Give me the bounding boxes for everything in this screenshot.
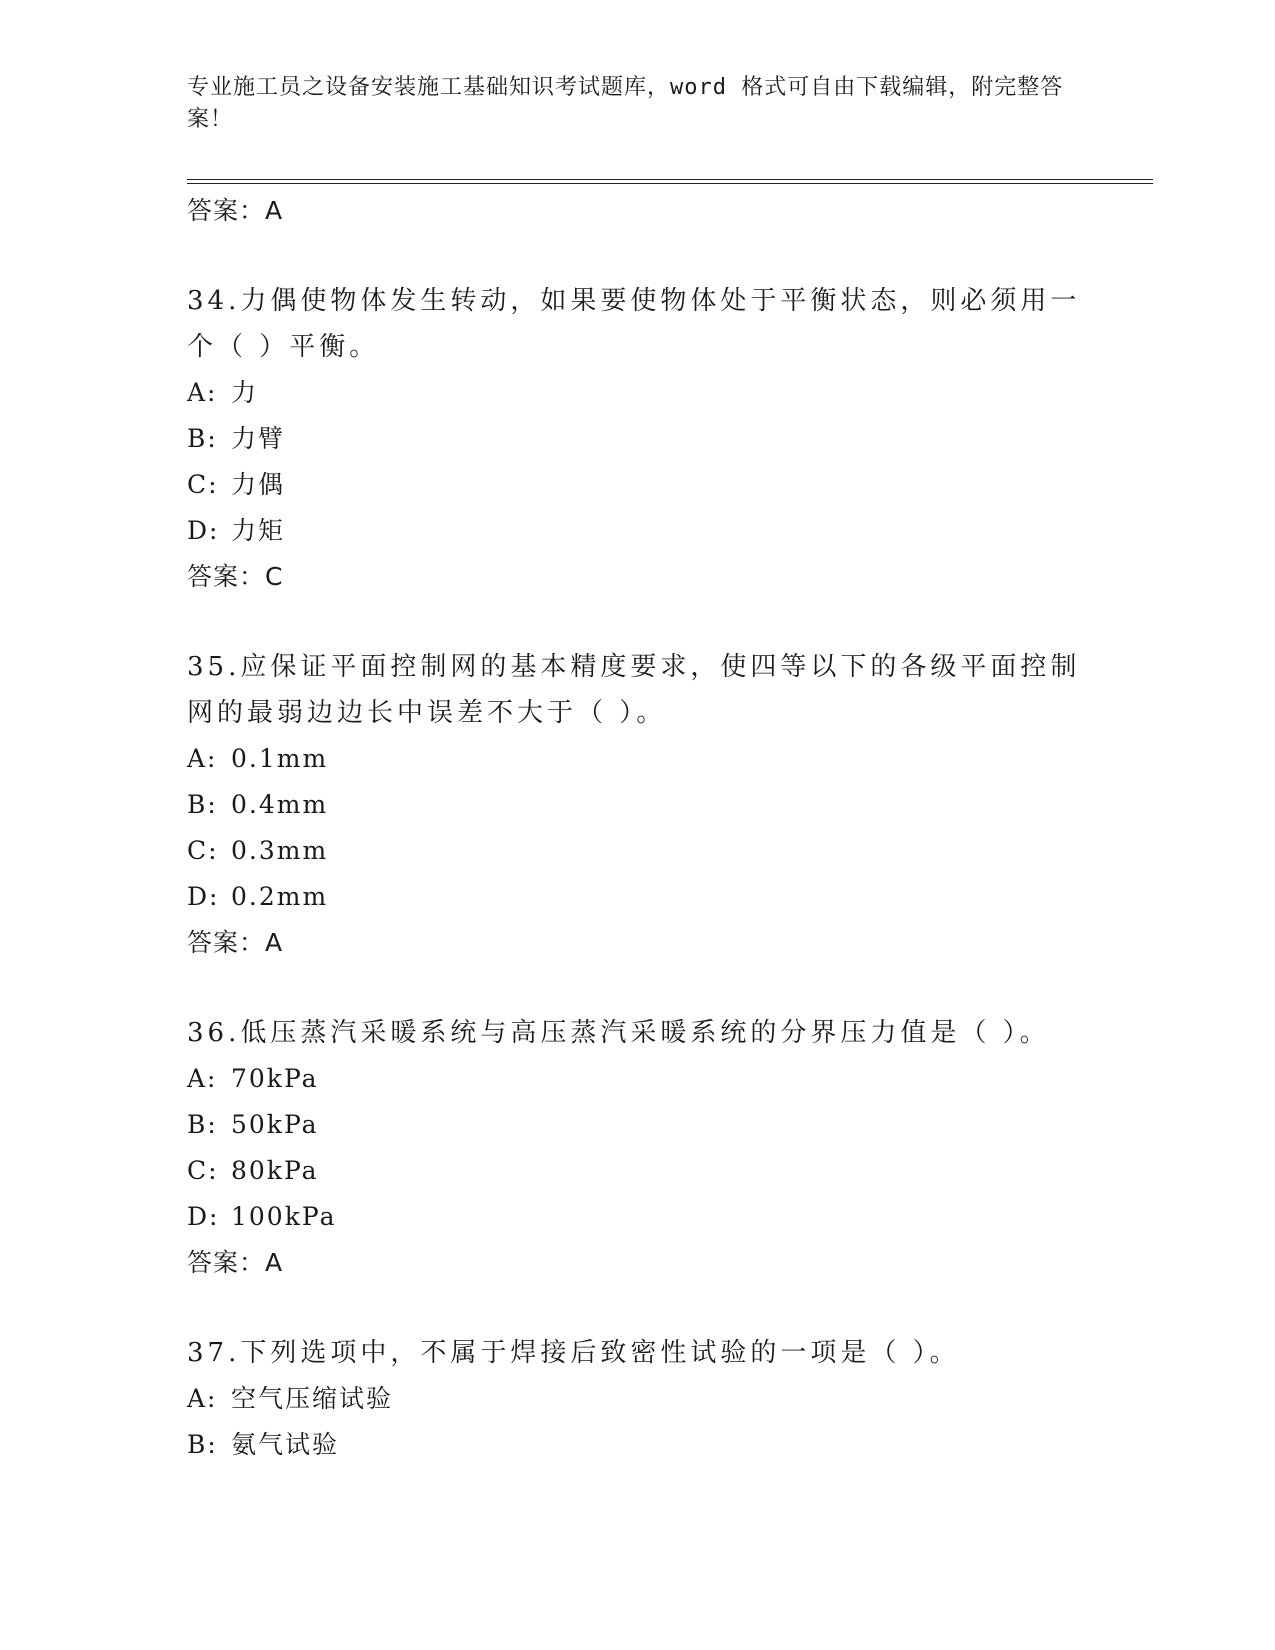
option-key: B:	[187, 1430, 218, 1459]
option-key: D:	[187, 882, 220, 911]
document-header: 专业施工员之设备安装施工基础知识考试题库，word 格式可自由下载编辑，附完整答案！	[187, 75, 1064, 132]
option-b	[187, 782, 1087, 828]
question-answer: 答案：A	[187, 928, 284, 957]
question-stem: 36.低压蒸汽采暖系统与高压蒸汽采暖系统的分界压力值是（ ）。	[187, 1018, 1050, 1048]
option-text: 空气压缩试验	[231, 1384, 394, 1413]
option-text: 0.4mm	[231, 790, 329, 819]
option-key: C:	[187, 836, 219, 865]
question-answer: 答案：A	[187, 1248, 284, 1277]
option-key: A:	[187, 1384, 218, 1413]
option-c	[187, 828, 1087, 874]
option-key: D:	[187, 516, 220, 545]
header-divider-bottom	[187, 183, 1153, 184]
option-text: 0.1mm	[231, 744, 329, 773]
option-text: 力矩	[231, 516, 286, 545]
question-stem: 34.力偶使物体发生转动，如果要使物体处于平衡状态，则必须用一个（ ）平衡。	[187, 286, 1081, 362]
option-text: 0.3mm	[231, 836, 329, 865]
option-c	[187, 462, 1087, 508]
document-body	[187, 188, 1087, 1468]
option-a	[187, 736, 1087, 782]
option-c	[187, 1148, 1087, 1194]
option-b	[187, 1422, 1087, 1468]
option-text: 100kPa	[231, 1202, 337, 1231]
option-text: 70kPa	[231, 1064, 319, 1093]
question-37	[187, 1330, 1087, 1468]
previous-answer: 答案：A	[187, 196, 284, 225]
option-text: 力	[231, 378, 259, 407]
option-key: A:	[187, 744, 218, 773]
question-36	[187, 1010, 1087, 1286]
option-key: B:	[187, 424, 218, 453]
option-text: 氨气试验	[231, 1430, 340, 1459]
option-b	[187, 416, 1087, 462]
option-text: 力偶	[231, 470, 286, 499]
option-d	[187, 874, 1087, 920]
option-text: 80kPa	[231, 1156, 319, 1185]
question-answer: 答案：C	[187, 562, 284, 591]
option-key: A:	[187, 1064, 218, 1093]
option-a	[187, 1376, 1087, 1422]
option-d	[187, 1194, 1087, 1240]
option-key: D:	[187, 1202, 220, 1231]
option-b	[187, 1102, 1087, 1148]
option-text: 50kPa	[231, 1110, 319, 1139]
option-text: 0.2mm	[231, 882, 329, 911]
option-key: B:	[187, 1110, 218, 1139]
option-key: C:	[187, 1156, 219, 1185]
option-d	[187, 508, 1087, 554]
question-35	[187, 644, 1087, 966]
header-divider-top	[187, 179, 1153, 180]
option-text: 力臂	[231, 424, 286, 453]
option-a	[187, 1056, 1087, 1102]
option-a	[187, 370, 1087, 416]
question-stem: 35.应保证平面控制网的基本精度要求，使四等以下的各级平面控制网的最弱边边长中误差不大于（ ）。	[187, 652, 1081, 728]
question-34	[187, 278, 1087, 600]
option-key: A:	[187, 378, 218, 407]
option-key: B:	[187, 790, 218, 819]
question-stem: 37.下列选项中，不属于焊接后致密性试验的一项是（ ）。	[187, 1338, 960, 1368]
option-key: C:	[187, 470, 219, 499]
